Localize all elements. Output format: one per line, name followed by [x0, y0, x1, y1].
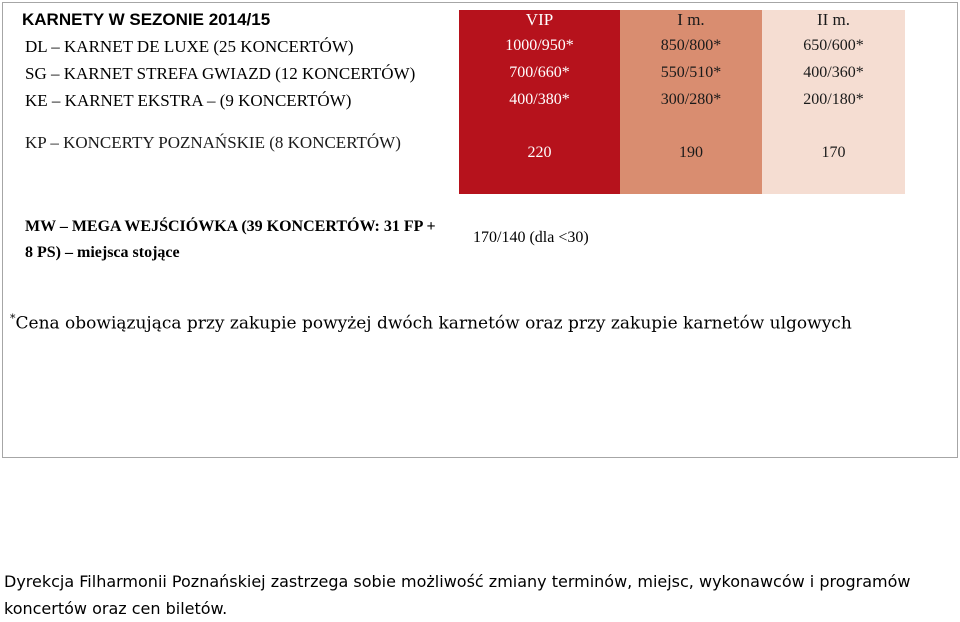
header-vip: VIP — [525, 10, 554, 29]
price-note — [10, 308, 852, 335]
price-kp-second: 170 — [821, 144, 846, 161]
price-sg-first: 550/510* — [660, 64, 722, 81]
price-ke-vip: 400/380* — [509, 91, 570, 108]
price-mega: 170/140 (dla <30) — [473, 229, 589, 246]
price-dl-first: 850/800* — [660, 37, 722, 54]
row-label-mega: MW – MEGA WEJŚCIÓWKA (39 KONCERTÓW: 31 FP + 8 PS) – miejsca stojące — [25, 218, 436, 261]
row-label-kp: KP – KONCERTY POZNAŃSKIE (8 KONCERTÓW) — [25, 133, 401, 152]
price-ke-second: 200/180* — [803, 91, 864, 108]
row-label-sg: SG – KARNET STREFA GWIAZD (12 KONCERTÓW) — [25, 64, 416, 83]
row-label-ke: KE – KARNET EKSTRA – (9 KONCERTÓW) — [25, 91, 352, 110]
price-sg-second: 400/360* — [803, 64, 864, 81]
row-label-dl: DL – KARNET DE LUXE (25 KONCERTÓW) — [25, 37, 354, 56]
price-sg-vip: 700/660* — [509, 64, 570, 81]
price-kp-vip: 220 — [527, 144, 552, 161]
price-dl-second: 650/600* — [803, 37, 864, 54]
note-text: Cena obowiązująca przy zakupie powyżej dwóch karnetów oraz przy zakupie karnetów ulgowych — [15, 313, 852, 334]
note-marker: * — [10, 312, 16, 325]
header-first-tier: I m. — [677, 10, 705, 29]
season-title: KARNETY W SEZONIE 2014/15 — [22, 10, 271, 29]
header-second-tier: II m. — [816, 10, 851, 29]
price-dl-vip: 1000/950* — [505, 37, 574, 54]
footer-disclaimer: Dyrekcja Filharmonii Poznańskiej zastrzega sobie możliwość zmiany terminów, miejsc, wykonawców i programów koncertów oraz cen biletów. — [4, 572, 911, 618]
price-ke-first: 300/280* — [660, 91, 722, 108]
price-kp-first: 190 — [679, 144, 703, 161]
